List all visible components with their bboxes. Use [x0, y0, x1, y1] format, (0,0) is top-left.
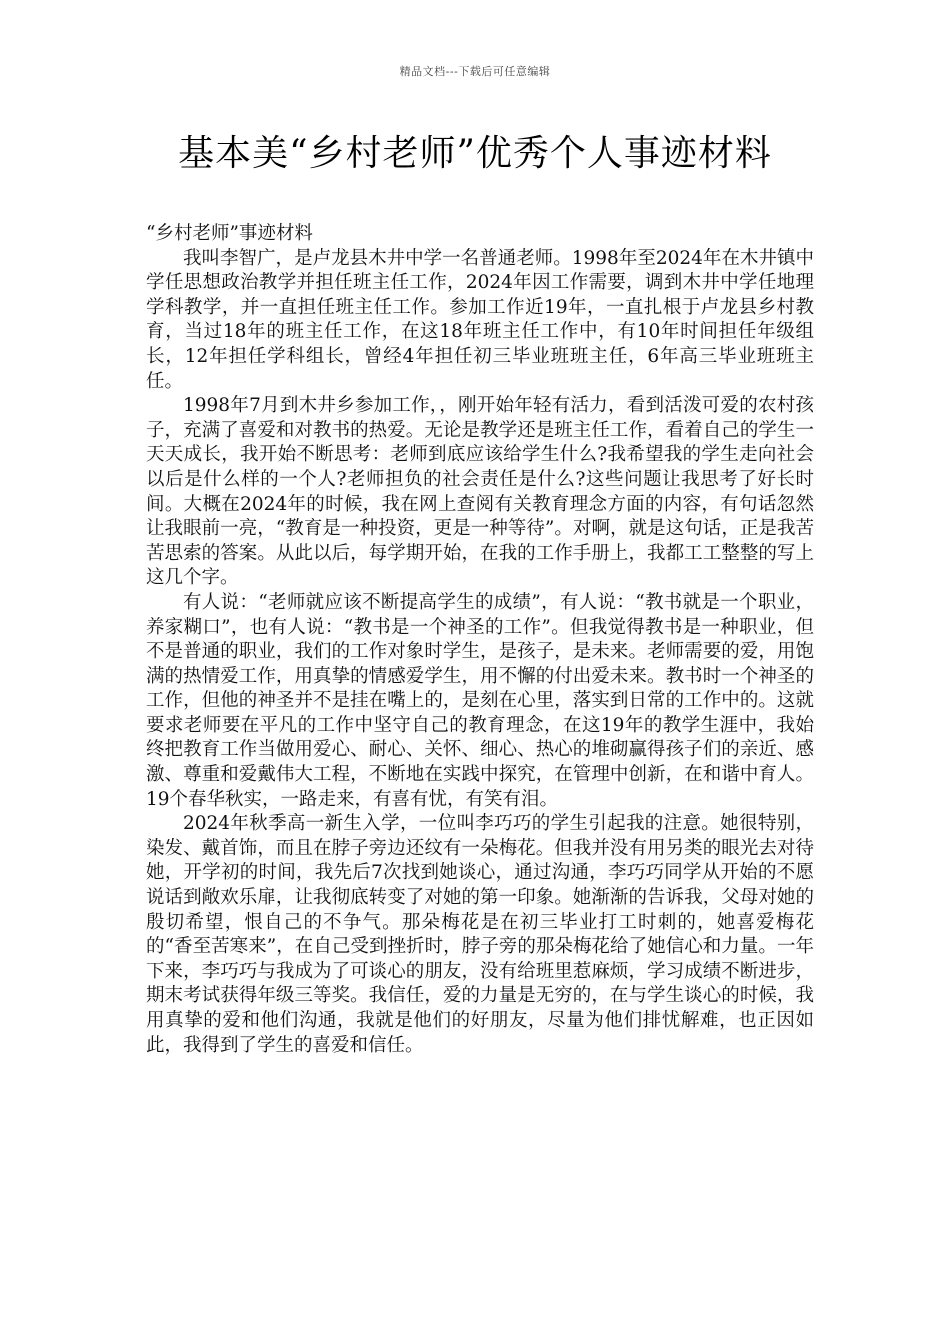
body-paragraph-2: 1998年7月到木井乡参加工作，，刚开始年轻有活力，看到活泼可爱的农村孩子，充满了喜爱和对教书的热爱。无论是教学还是班主任工作，看着自己的学生一天天成长，我开始不断思考：老师到底应该给学生什么?我希望我的学生走向社会以后是什么样的一个人?老师担负的社会责任是什么?这些问题让我思考了好长时间。大概在2024年的时候，我在网上查阅有关教育理念方面的内容，有句话忽然让我眼前一亮，“教育是一种投资，更是一种等待”。对啊，就是这句话，正是我苦苦思索的答案。从此以后，每学期开始，在我的工作手册上，我都工工整整的写上这几个字。	[146, 395, 814, 589]
body-paragraph-4: 2024年秋季高一新生入学，一位叫李巧巧的学生引起我的注意。她很特别，染发、戴首饰，而且在脖子旁边还纹有一朵梅花。但我并没有用另类的眼光去对待她，开学初的时间，我先后7次找到她谈心，通过沟通，李巧巧同学从开始的不愿说话到敞欢乐扉，让我彻底转变了对她的第一印象。她渐渐的告诉我，父母对她的殷切希望，恨自己的不争气。那朵梅花是在初三毕业打工时刺的，她喜爱梅花的“香至苦寒来”，在自己受到挫折时，脖子旁的那朵梅花给了她信心和力量。一年下来，李巧巧与我成为了可谈心的朋友，没有给班里惹麻烦，学习成绩不断进步，期末考试获得年级三等奖。我信任，爱的力量是无穷的，在与学生谈心的时候，我用真挚的爱和他们沟通，我就是他们的好朋友，尽量为他们排忧解难，也正因如此，我得到了学生的喜爱和信任。	[146, 813, 814, 1056]
body-paragraph-1: 我叫李智广，是卢龙县木井中学一名普通老师。1998年至2024年在木井镇中学任思想政治教学并担任班主任工作，2024年因工作需要，调到木井中学任地理学科教学，并一直担任班主任工作。参加工作近19年，一直扎根于卢龙县乡村教育，当过18年的班主任工作，在这18年班主任工作中，有10年时间担任年级组长，12年担任学科组长，曾经4年担任初三毕业班班主任，6年高三毕业班班主任。	[146, 247, 814, 392]
document-body	[146, 222, 814, 1058]
body-paragraph-3: 有人说：“老师就应该不断提高学生的成绩”，有人说：“教书就是一个职业，养家糊口”，也有人说：“教书是一个神圣的工作”。但我觉得教书是一种职业，但不是普通的职业，我们的工作对象时学生，是孩子，是未来。老师需要的爱，用饱满的热情爱工作，用真挚的情感爱学生，用不懈的付出爱未来。教书时一个神圣的工作，但他的神圣并不是挂在嘴上的，是刻在心里，落实到日常的工作中的。这就要求老师要在平凡的工作中坚守自己的教育理念，在这19年的教学生涯中，我始终把教育工作当做用爱心、耐心、关怀、细心、热心的堆砌赢得孩子们的亲近、感激、尊重和爱戴伟大工程，不断地在实践中探究，在管理中创新，在和谐中育人。19个春华秋实，一路走来，有喜有忧，有笑有泪。	[146, 591, 814, 810]
document-subtitle: “乡村老师”事迹材料	[146, 223, 313, 244]
header-note: 精品文档---下载后可任意编辑	[399, 65, 551, 78]
document-title: 基本美“乡村老师”优秀个人事迹材料	[178, 133, 772, 174]
